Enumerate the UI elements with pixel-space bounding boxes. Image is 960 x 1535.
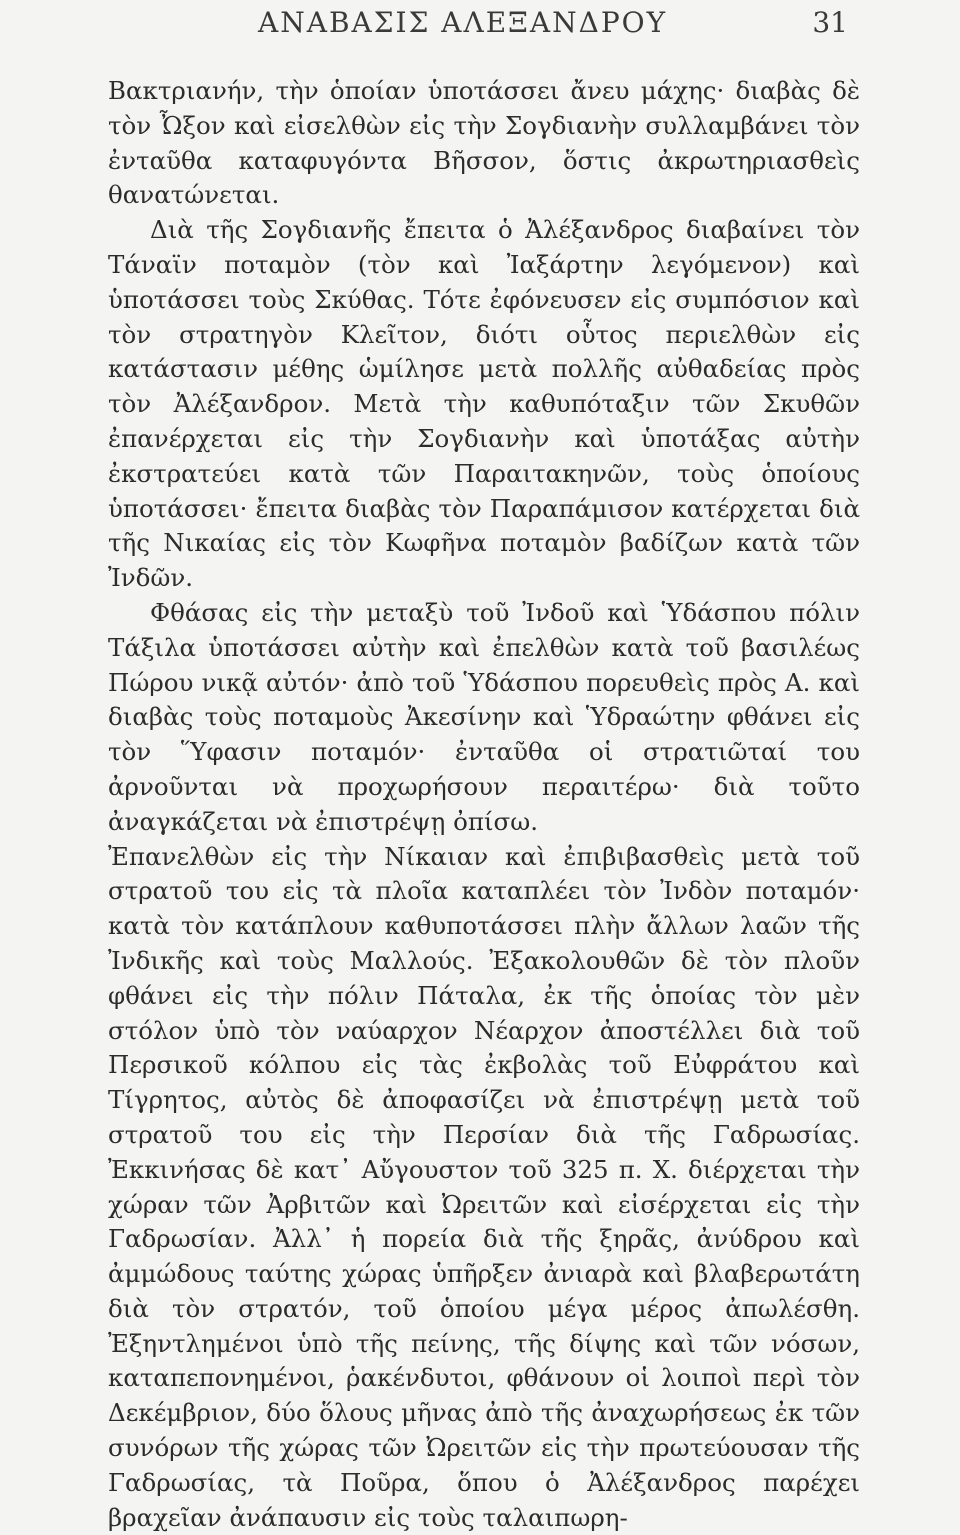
paragraph-3: Φθάσας εἰς τὴν μεταξὺ τοῦ Ἰνδοῦ καὶ Ὑδάσπου πόλιν Τάξιλα ὑποτάσσει αὐτὴν καὶ ἐπελθὼν κατὰ τοῦ βασιλέως Πώρου νικᾷ αὐτόν· ἀπὸ τοῦ Ὑδάσπου πορευθεὶς πρὸς Α. καὶ διαβὰς τοὺς ποταμοὺς Ἀκεσίνην καὶ Ὑδραώτην φθάνει εἰς τὸν Ὕφασιν ποταμόν· ἐνταῦθα οἱ στρατιῶταί του ἀρνοῦνται νὰ προχωρήσουν περαιτέρω· διὰ τοῦτο ἀναγκάζεται νὰ ἐπιστρέψῃ ὀπίσω. xyxy=(108,597,860,836)
body-text xyxy=(108,74,860,1535)
paragraph-4: Ἐπανελθὼν εἰς τὴν Νίκαιαν καὶ ἐπιβιβασθεὶς μετὰ τοῦ στρατοῦ του εἰς τὰ πλοῖα καταπλέει τὸν Ἰνδὸν ποταμόν· κατὰ τὸν κατάπλουν καθυποτάσσει πλὴν ἄλλων λαῶν τῆς Ἰνδικῆς καὶ τοὺς Μαλλούς. Ἐξακολουθῶν δὲ τὸν πλοῦν φθάνει εἰς τὴν πόλιν Πάταλα, ἐκ τῆς ὁποίας τὸν μὲν στόλον ὑπὸ τὸν ναύαρχον Νέαρχον ἀποστέλλει διὰ τοῦ Περσικοῦ κόλπου εἰς τὰς ἐκβολὰς τοῦ Εὐφράτου καὶ Τίγρητος, αὐτὸς δὲ ἀποφασίζει νὰ ἐπιστρέψῃ μετὰ τοῦ στρατοῦ του εἰς τὴν Περσίαν διὰ τῆς Γαδρωσίας. Ἐκκινήσας δὲ κατ᾽ Αὔγουστον τοῦ 325 π. Χ. διέρχεται τὴν χώραν τῶν Ἀρβιτῶν καὶ Ὠρειτῶν καὶ εἰσέρχεται εἰς τὴν Γαδρωσίαν. Ἀλλ᾽ ἡ πορεία διὰ τῆς ξηρᾶς, ἀνύδρου καὶ ἀμμώδους ταύτης χώρας ὑπῆρξεν ἀνιαρὰ καὶ βλαβερωτάτη διὰ τὸν στρατόν, τοῦ ὁποίου μέγα μέρος ἀπωλέσθη. Ἐξηντλημένοι ὑπὸ τῆς πείνης, τῆς δίψης καὶ τῶν νόσων, καταπεπονημένοι, ῥακένδυτοι, φθάνουν οἱ λοιποὶ περὶ τὸν Δεκέμβριον, δύο ὅλους μῆνας ἀπὸ τῆς ἀναχωρήσεως ἐκ τῶν συνόρων τῆς χώρας τῶν Ὠρειτῶν εἰς τὴν πρωτεύουσαν τῆς Γαδρωσίας, τὰ Ποῦρα, ὅπου ὁ Ἀλέξανδρος παρέχει βραχεῖαν ἀνάπαυσιν εἰς τοὺς ταλαιπωρη- xyxy=(108,841,860,1532)
page-number: 31 xyxy=(812,6,848,39)
running-title: ΑΝΑΒΑΣΙΣ ΑΛΕΞΑΝΔΡΟΥ xyxy=(258,6,668,39)
running-head xyxy=(0,4,960,44)
paragraph-2: Διὰ τῆς Σογδιανῆς ἔπειτα ὁ Ἀλέξανδρος διαβαίνει τὸν Τάναϊν ποταμὸν (τὸν καὶ Ἰαξάρτην λεγόμενον) καὶ ὑποτάσσει τοὺς Σκύθας. Τότε ἐφόνευσεν εἰς συμπόσιον καὶ τὸν στρατηγὸν Κλεῖτον, διότι οὗτος περιελθὼν εἰς κατάστασιν μέθης ὡμίλησε μετὰ πολλῆς αὐθαδείας πρὸς τὸν Ἀλέξανδρον. Μετὰ τὴν καθυπόταξιν τῶν Σκυθῶν ἐπανέρχεται εἰς τὴν Σογδιανὴν καὶ ὑποτάξας αὐτὴν ἐκστρατεύει κατὰ τῶν Παραιτακηνῶν, τοὺς ὁποίους ὑποτάσσει· ἔπειτα διαβὰς τὸν Παραπάμισον κατέρχεται διὰ τῆς Νικαίας εἰς τὸν Κωφῆνα ποταμὸν βαδίζων κατὰ τῶν Ἰνδῶν. xyxy=(108,215,860,593)
paragraph-1: Βακτριανήν, τὴν ὁποίαν ὑποτάσσει ἄνευ μάχης· διαβὰς δὲ τὸν Ὦξον καὶ εἰσελθὼν εἰς τὴν Σογδιανὴν συλλαμβάνει τὸν ἐνταῦθα καταφυγόντα Βῆσσον, ὅστις ἀκρωτηριασθεὶς θανατώνεται. xyxy=(108,76,860,210)
